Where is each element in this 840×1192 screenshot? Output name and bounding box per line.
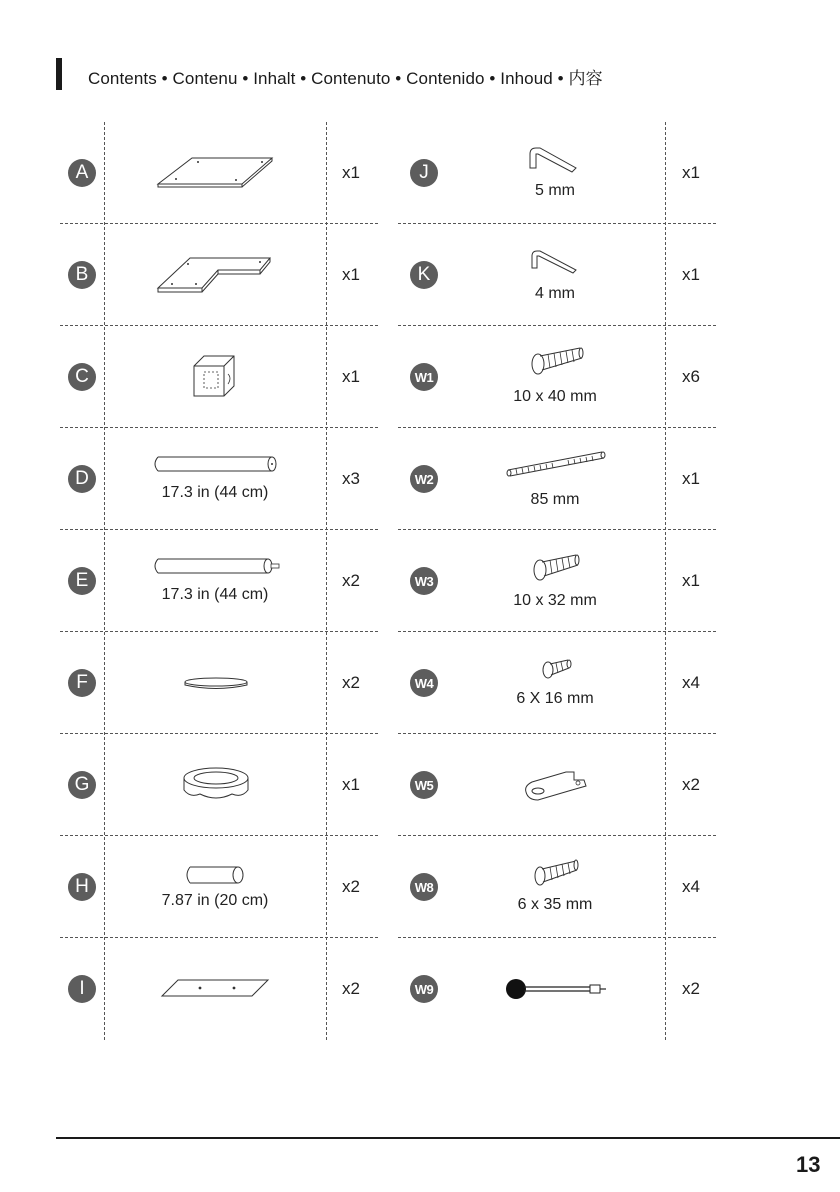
- part-label-badge: D: [68, 465, 96, 493]
- part-label-badge: H: [68, 873, 96, 901]
- row-divider: [60, 733, 378, 734]
- quantity: x2: [342, 571, 360, 590]
- row-divider: [60, 223, 378, 224]
- panel-a-illustration: [150, 150, 280, 195]
- part-label-badge: W2: [410, 465, 438, 493]
- row-divider: [398, 325, 716, 326]
- panel-b-illustration: [150, 252, 280, 300]
- row-divider: [398, 223, 716, 224]
- long-tube-illustration: [150, 454, 282, 474]
- quantity: x2: [342, 673, 360, 692]
- row-divider: [60, 529, 378, 530]
- row-divider: [398, 529, 716, 530]
- page-title: Contents • Contenu • Inhalt • Contenuto • Contenido • Inhoud • 内容: [88, 69, 603, 88]
- row-divider: [60, 427, 378, 428]
- part-label-badge: C: [68, 363, 96, 391]
- threaded-rod-w2-icon: [504, 446, 608, 480]
- quantity: x3: [342, 469, 360, 488]
- part-dimension: 5 mm: [535, 182, 575, 199]
- part-dimension: 85 mm: [530, 491, 580, 508]
- quantity: x4: [682, 877, 700, 896]
- quantity: x6: [682, 367, 700, 386]
- part-dimension: 10 x 40 mm: [513, 388, 597, 405]
- quantity: x1: [342, 163, 360, 182]
- grid-divider: [665, 122, 666, 1040]
- short-tube-illustration: [184, 864, 248, 886]
- row-divider: [398, 631, 716, 632]
- part-label-badge: I: [68, 975, 96, 1003]
- bolt-w3-icon: [528, 550, 584, 582]
- row-divider: [398, 937, 716, 938]
- part-dimension: 10 x 32 mm: [513, 592, 597, 609]
- part-dimension: 6 x 35 mm: [517, 896, 593, 913]
- row-divider: [60, 631, 378, 632]
- bolt-w4-icon: [538, 654, 574, 682]
- part-label-badge: W4: [410, 669, 438, 697]
- disc-illustration: [180, 674, 252, 692]
- footer-rule: [56, 1137, 840, 1139]
- hex-key-5mm-icon: [524, 142, 584, 178]
- part-label-badge: W8: [410, 873, 438, 901]
- quantity: x1: [342, 775, 360, 794]
- flat-strip-illustration: [158, 976, 274, 1000]
- part-label-badge: W3: [410, 567, 438, 595]
- quantity: x2: [682, 775, 700, 794]
- quantity: x2: [342, 979, 360, 998]
- part-label-badge: B: [68, 261, 96, 289]
- l-bracket-icon: [520, 766, 592, 802]
- quantity: x2: [342, 877, 360, 896]
- part-label-badge: G: [68, 771, 96, 799]
- part-label-badge: W9: [410, 975, 438, 1003]
- tube-with-bolt-illustration: [150, 556, 282, 576]
- part-label-badge: A: [68, 159, 96, 187]
- quantity: x1: [682, 163, 700, 182]
- row-divider: [60, 325, 378, 326]
- part-label-badge: W5: [410, 771, 438, 799]
- part-dimension: 7.87 in (20 cm): [161, 892, 269, 909]
- part-dimension: 6 X 16 mm: [516, 690, 594, 707]
- page-number: 13: [796, 1152, 821, 1177]
- row-divider: [398, 835, 716, 836]
- quantity: x1: [682, 265, 700, 284]
- row-divider: [398, 427, 716, 428]
- quantity: x1: [342, 367, 360, 386]
- grid-divider: [326, 122, 327, 1040]
- part-label-badge: K: [410, 261, 438, 289]
- bolt-w8-icon: [530, 856, 582, 888]
- part-dimension: 4 mm: [535, 285, 575, 302]
- cable-w9-icon: [504, 976, 610, 1002]
- quantity: x4: [682, 673, 700, 692]
- quantity: x1: [342, 265, 360, 284]
- row-divider: [398, 733, 716, 734]
- hex-key-4mm-icon: [526, 246, 582, 278]
- row-divider: [60, 835, 378, 836]
- connector-block-illustration: [190, 350, 240, 398]
- part-label-badge: E: [68, 567, 96, 595]
- row-divider: [60, 937, 378, 938]
- part-label-badge: F: [68, 669, 96, 697]
- part-label-badge: J: [410, 159, 438, 187]
- grid-divider: [104, 122, 105, 1040]
- quantity: x1: [682, 571, 700, 590]
- base-ring-illustration: [178, 764, 254, 806]
- part-dimension: 17.3 in (44 cm): [161, 586, 269, 603]
- quantity: x1: [682, 469, 700, 488]
- quantity: x2: [682, 979, 700, 998]
- part-label-badge: W1: [410, 363, 438, 391]
- bolt-w1-icon: [524, 344, 588, 376]
- part-dimension: 17.3 in (44 cm): [161, 484, 269, 501]
